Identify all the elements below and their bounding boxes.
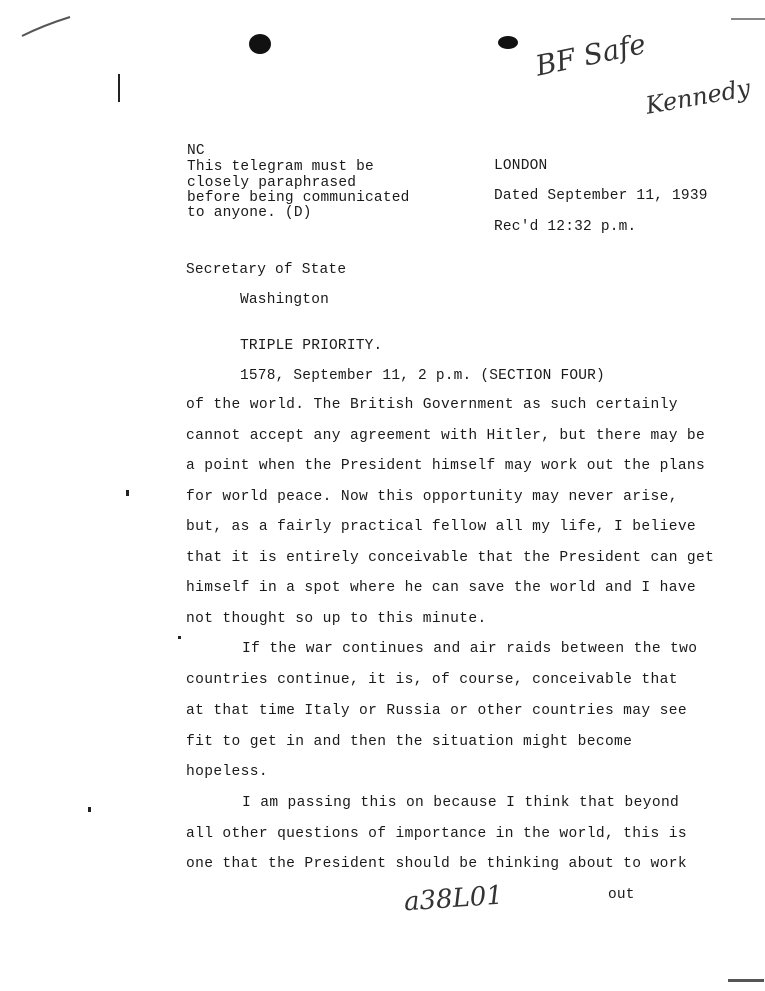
- paraphrase-notice-line-2: closely paraphrased: [187, 175, 357, 191]
- body-line: If the war continues and air raids between the two: [242, 641, 698, 657]
- addressee: Secretary of State: [186, 262, 347, 278]
- scan-mark-dot-2: [178, 636, 181, 639]
- body-line: fit to get in and then the situation might become: [186, 734, 633, 750]
- punch-hole-left: [249, 34, 271, 54]
- body-line: countries continue, it is, of course, conceivable that: [186, 672, 678, 688]
- body-line: one that the President should be thinking about to work: [186, 856, 687, 872]
- body-line: hopeless.: [186, 764, 268, 780]
- body-line: that it is entirely conceivable that the President can get: [186, 550, 715, 566]
- scan-mark-dot-3: [88, 807, 91, 812]
- priority-line: TRIPLE PRIORITY.: [240, 338, 383, 354]
- paraphrase-notice-line-4: to anyone. (D): [187, 205, 312, 221]
- addressee-city: Washington: [240, 292, 330, 308]
- body-line: at that time Italy or Russia or other countries may see: [186, 703, 687, 719]
- scan-mark-bottom-right: [728, 979, 764, 982]
- handwritten-annotation-name: Kennedy: [643, 73, 753, 120]
- body-line: but, as a fairly practical fellow all my life, I believe: [186, 519, 697, 535]
- date-sent: Dated September 11, 1939: [494, 188, 708, 204]
- scan-mark-vertical: [118, 74, 120, 102]
- body-line: I am passing this on because I think that beyond: [242, 795, 680, 811]
- handwritten-annotation-safe: BF Safe: [532, 27, 649, 83]
- body-line: for world peace. Now this opportunity may never arise,: [186, 489, 678, 505]
- body-line: himself in a spot where he can save the world and I have: [186, 580, 697, 596]
- origin-city: LONDON: [494, 158, 548, 174]
- date-received: Rec'd 12:32 p.m.: [494, 219, 637, 235]
- scan-mark-top-left: [20, 14, 72, 40]
- body-line: a point when the President himself may work out the plans: [186, 458, 706, 474]
- header-code: NC: [187, 143, 205, 159]
- handwritten-file-number: a38L01: [403, 880, 504, 918]
- scan-mark-dot-1: [126, 490, 129, 496]
- continuation-word: out: [608, 887, 635, 903]
- punch-hole-right: [498, 36, 518, 49]
- body-line: cannot accept any agreement with Hitler, but there may be: [186, 428, 706, 444]
- paraphrase-notice-line-1: This telegram must be: [187, 159, 374, 175]
- body-line: all other questions of importance in the world, this is: [186, 826, 687, 842]
- reference-line: 1578, September 11, 2 p.m. (SECTION FOUR): [240, 368, 605, 384]
- body-line: of the world. The British Government as such certainly: [186, 397, 678, 413]
- paraphrase-notice-line-3: before being communicated: [187, 190, 410, 206]
- body-line: not thought so up to this minute.: [186, 611, 487, 627]
- scan-mark-right-top: [731, 18, 765, 20]
